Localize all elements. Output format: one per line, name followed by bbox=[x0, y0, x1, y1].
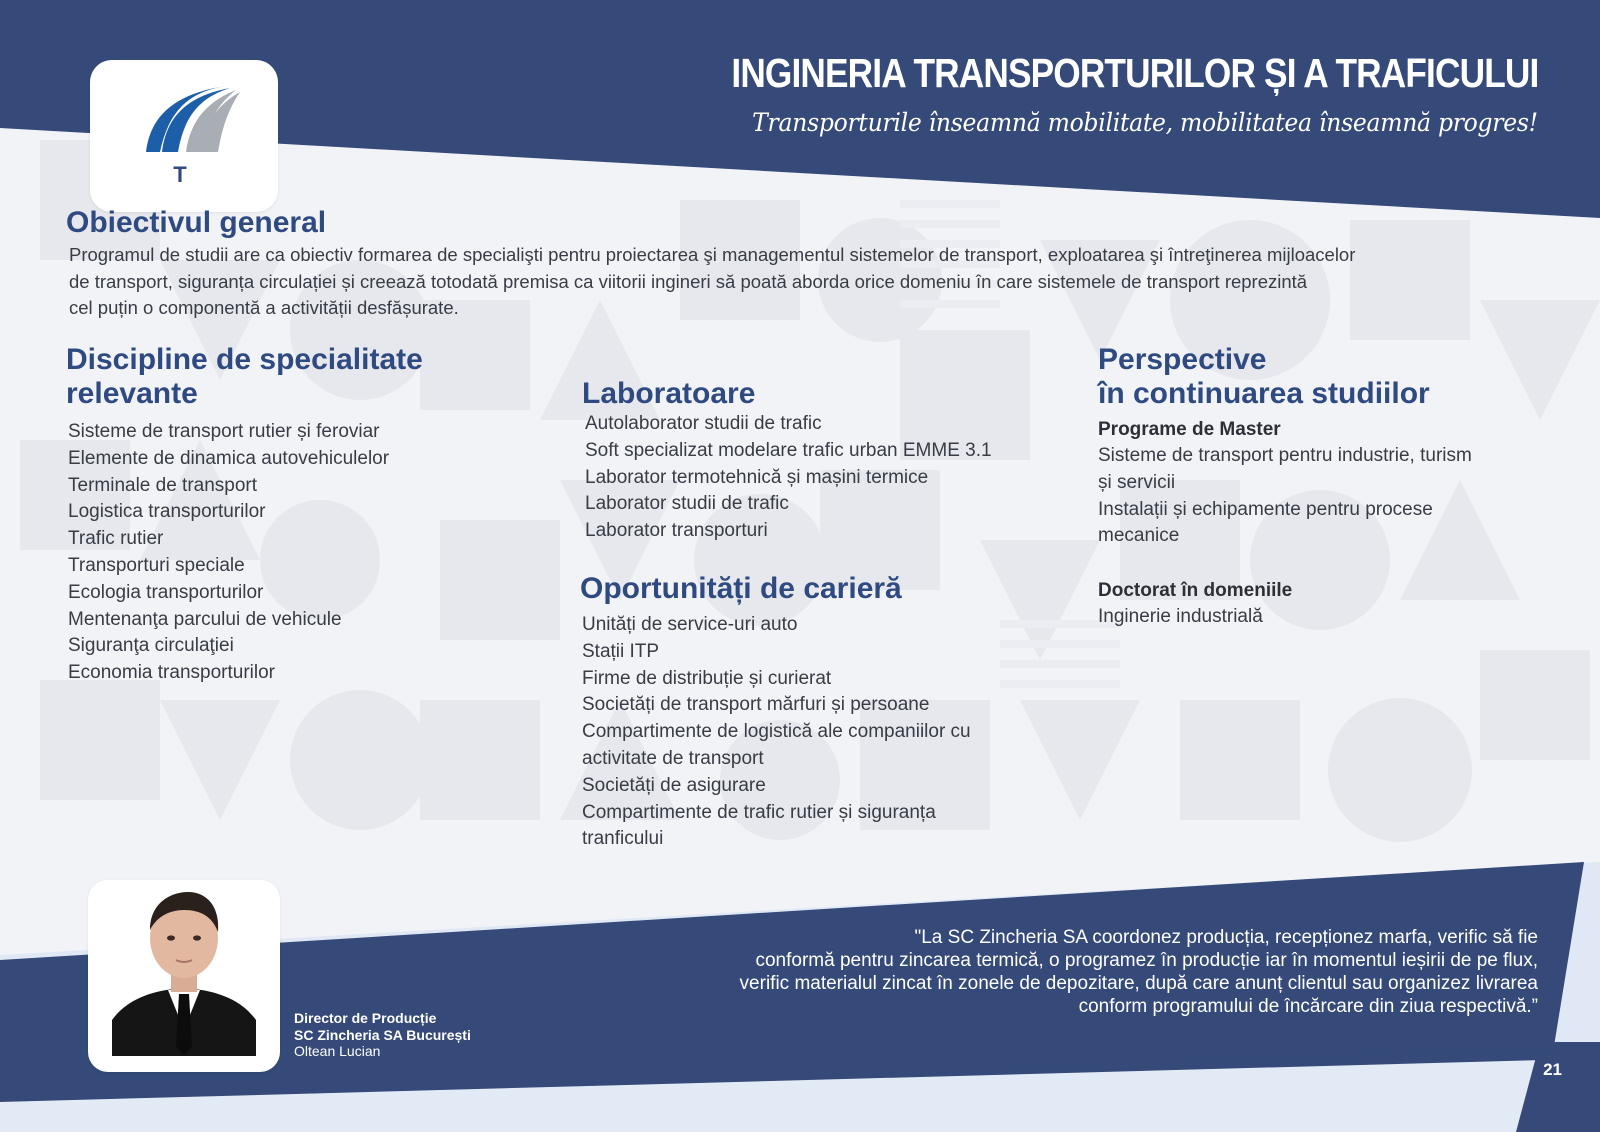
list-item: Trafic rutier bbox=[68, 528, 164, 550]
testimonial-person bbox=[294, 1010, 471, 1060]
list-item: Sisteme de transport rutier și feroviar bbox=[68, 421, 380, 442]
list-item: Autolaborator studii de trafic bbox=[585, 413, 822, 434]
list-item: activitate de transport bbox=[582, 747, 764, 769]
road-arch-logo-icon bbox=[90, 60, 278, 212]
testimonial-photo-card bbox=[88, 880, 280, 1072]
master-programs-list bbox=[1098, 443, 1558, 550]
disciplines-list bbox=[66, 419, 526, 687]
perspectives-heading-line: în continuarea studiilor bbox=[1098, 377, 1430, 410]
careers-section bbox=[580, 572, 1060, 853]
labs-list bbox=[582, 411, 1062, 545]
careers-list bbox=[580, 612, 1060, 853]
list-item: Siguranţa circulaţiei bbox=[68, 635, 234, 657]
list-item: Terminale de transport bbox=[68, 474, 258, 496]
perspectives-heading bbox=[1098, 343, 1558, 411]
disciplines-heading-line: relevante bbox=[66, 377, 198, 410]
perspectives-section bbox=[1098, 343, 1558, 631]
list-item: Mentenanţa parcului de vehicule bbox=[68, 608, 342, 630]
master-programs-heading: Programe de Master bbox=[1098, 419, 1281, 440]
quote-line: "La SC Zincheria SA coordonez producția, recepționez marfa, verific să fie bbox=[914, 927, 1538, 948]
person-role: Director de Producție bbox=[294, 1010, 437, 1026]
logo-letter: T bbox=[173, 162, 187, 187]
objective-line: cel puțin o componentă a activității desfășurate. bbox=[69, 297, 459, 318]
objective-section bbox=[66, 206, 1546, 322]
list-item: Economia transporturilor bbox=[68, 662, 275, 684]
objective-line: Programul de studii are ca obiectiv formarea de specialişti pentru proiectarea şi managementul sistemelor de transport, exploatarea şi întreţinerea mijloacelor bbox=[69, 244, 1356, 265]
person-company: SC Zincheria SA București bbox=[294, 1026, 471, 1043]
list-item: Stații ITP bbox=[582, 640, 660, 662]
objective-line: de transport, siguranța circulației și creează totodată premisa ca viitorii ingineri să poată aborda orice domeniu în care sistemele de transport reprezintă bbox=[69, 270, 1308, 292]
quote-line: conformă pentru zincarea termică, o programez în producție iar în momentul ieșirii de pe flux, bbox=[755, 950, 1538, 971]
list-item: Logistica transporturilor bbox=[68, 501, 266, 523]
disciplines-heading-line: Discipline de specialitate bbox=[66, 343, 423, 376]
list-item: Societăți de transport mărfuri și persoane bbox=[582, 694, 930, 716]
list-item: Laborator studii de trafic bbox=[585, 493, 789, 515]
list-item: Laborator transporturi bbox=[585, 520, 768, 542]
list-item: Compartimente de logistică ale companiilor cu bbox=[582, 721, 971, 743]
doctorate-list bbox=[1098, 604, 1558, 631]
list-item: Firme de distribuție și curierat bbox=[582, 667, 832, 689]
perspectives-heading-line: Perspective bbox=[1098, 343, 1267, 376]
list-item: Transporturi speciale bbox=[68, 554, 245, 576]
list-item: Sisteme de transport pentru industrie, turism bbox=[1098, 445, 1472, 466]
list-item: Inginerie industrială bbox=[1098, 606, 1263, 628]
list-item: Compartimente de trafic rutier și siguranța bbox=[582, 801, 936, 823]
disciplines-section bbox=[66, 343, 526, 687]
list-item: Instalații și echipamente pentru procese bbox=[1098, 498, 1433, 520]
person-photo bbox=[88, 880, 280, 1072]
list-item: Laborator termotehnică și mașini termice bbox=[585, 466, 929, 488]
labs-section bbox=[582, 377, 1062, 545]
list-item: tranficului bbox=[582, 828, 664, 850]
person-name: Oltean Lucian bbox=[294, 1043, 381, 1059]
program-logo-card bbox=[90, 60, 278, 212]
doctorate-heading: Doctorat în domeniile bbox=[1098, 580, 1293, 602]
quote-line: verific materialul zincat în zonele de depozitare, după care anunț clientul sau organizez livrarea bbox=[739, 973, 1538, 994]
page-subtitle: Transporturile înseamnă mobilitate, mobilitatea înseamnă progres! bbox=[752, 108, 1538, 137]
list-item: și servicii bbox=[1098, 471, 1176, 493]
page-title: INGINERIA TRANSPORTURILOR ȘI A TRAFICULUI bbox=[730, 50, 1538, 96]
labs-heading: Laboratoare bbox=[582, 377, 756, 410]
list-item: Soft specializat modelare trafic urban EMME 3.1 bbox=[585, 439, 992, 461]
careers-heading: Oportunități de carieră bbox=[580, 572, 902, 605]
objective-text bbox=[66, 242, 1546, 322]
objective-heading: Obiectivul general bbox=[66, 206, 327, 239]
list-item: Unități de service-uri auto bbox=[582, 614, 798, 635]
quote-line: conform programului de încărcare din ziua respectivă.” bbox=[1078, 996, 1538, 1017]
list-item: Societăți de asigurare bbox=[582, 774, 766, 796]
list-item: mecanice bbox=[1098, 525, 1180, 547]
page-number: 21 bbox=[1543, 1060, 1562, 1079]
testimonial-quote bbox=[638, 926, 1538, 1018]
list-item: Elemente de dinamica autovehiculelor bbox=[68, 447, 390, 469]
list-item: Ecologia transporturilor bbox=[68, 581, 264, 603]
disciplines-heading bbox=[66, 343, 526, 411]
